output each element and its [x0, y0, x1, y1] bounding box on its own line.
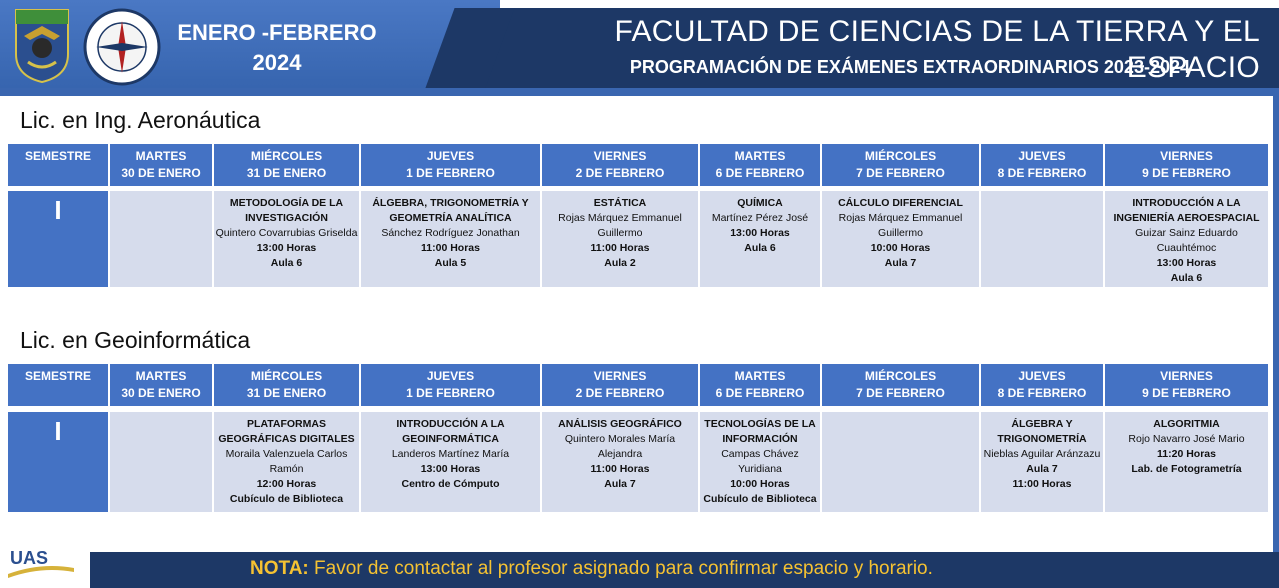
exam-cell	[822, 191, 979, 287]
semester-cell: I	[8, 412, 108, 512]
header-day: JUEVES	[426, 149, 475, 163]
exam-room: Lab. de Fotogrametría	[1131, 463, 1242, 475]
exam-cell	[700, 191, 820, 287]
header-cell	[361, 364, 540, 406]
header-cell	[542, 144, 698, 186]
exam-time: 10:00 Horas	[730, 478, 790, 490]
exam-professor: Rojas Márquez Emmanuel Guillermo	[838, 212, 963, 239]
header-cell	[1105, 364, 1268, 406]
exam-room: Aula 6	[744, 242, 776, 254]
exam-cell	[361, 412, 540, 512]
header-cell	[361, 144, 540, 186]
exam-time: 13:00 Horas	[730, 227, 790, 239]
header-day: MIÉRCOLES	[250, 369, 323, 383]
exam-subject: ALGORITMIA	[1153, 418, 1220, 430]
header-date: 30 DE ENERO	[121, 386, 201, 400]
exam-professor: Quintero Morales María Alejandra	[564, 433, 676, 460]
exam-time: 11:00 Horas	[590, 242, 650, 254]
exam-professor: Rojas Márquez Emmanuel Guillermo	[558, 212, 682, 239]
exam-room: Aula 6	[1170, 272, 1203, 284]
exam-time: 11:00 Horas	[421, 242, 480, 254]
exam-room: Aula 2	[604, 257, 636, 269]
header-date: 8 DE FEBRERO	[997, 386, 1087, 400]
exam-subject: CÁLCULO DIFERENCIAL	[838, 197, 963, 209]
exam-room: Aula 7	[604, 478, 636, 490]
header-date: 1 DE FEBRERO	[406, 166, 495, 180]
header-date: 6 DE FEBRERO	[715, 166, 805, 180]
header-cell	[110, 144, 212, 186]
exam-subject: METODOLOGÍA DE LA INVESTIGACIÓN	[229, 197, 344, 224]
header-day: MARTES	[734, 149, 786, 163]
header-cell	[8, 364, 108, 406]
header-cell	[110, 364, 212, 406]
exam-room: 11:00 Horas	[1012, 478, 1072, 490]
header-day: MARTES	[135, 369, 187, 383]
exam-period	[172, 18, 382, 78]
exam-cell	[981, 412, 1103, 512]
exam-professor: Rojo Navarro José Mario	[1128, 433, 1245, 445]
header-cell	[542, 364, 698, 406]
header-cell	[981, 144, 1103, 186]
exam-professor: Martínez Pérez José	[711, 212, 809, 224]
header-cell	[1105, 144, 1268, 186]
exam-time: 13:00 Horas	[1156, 257, 1217, 269]
faculty-emblem-logo	[10, 6, 74, 84]
schedule-subtitle: PROGRAMACIÓN DE EXÁMENES EXTRAORDINARIOS 2023-2024	[629, 57, 1190, 77]
exam-professor: Nieblas Aguilar Aránzazu	[983, 448, 1101, 460]
empty-cell	[981, 191, 1103, 287]
exam-time: 13:00 Horas	[420, 463, 481, 475]
header-strip	[0, 88, 1279, 96]
header-day: MIÉRCOLES	[250, 149, 323, 163]
exam-time: 12:00 Horas	[256, 478, 317, 490]
period-year: 2024	[252, 50, 302, 75]
section-title-aeronautica: Lic. en Ing. Aeronáutica	[20, 107, 261, 133]
exam-cell	[542, 191, 698, 287]
header-date: 7 DE FEBRERO	[856, 166, 945, 180]
header-date: 9 DE FEBRERO	[1142, 166, 1231, 180]
header-day: MARTES	[135, 149, 187, 163]
exam-cell	[1105, 191, 1268, 287]
exam-room: Cubículo de Biblioteca	[703, 493, 817, 505]
exam-cell	[361, 191, 540, 287]
header-day: MARTES	[734, 369, 786, 383]
right-edge-bar	[1273, 96, 1279, 552]
header-day: JUEVES	[1018, 149, 1066, 163]
note-label: NOTA:	[250, 558, 309, 579]
exam-cell	[700, 412, 820, 512]
exam-professor: Campas Chávez Yuridiana	[721, 448, 799, 475]
header-day: JUEVES	[426, 369, 475, 383]
empty-cell	[110, 191, 212, 287]
header-cell	[8, 144, 108, 186]
header-date: 6 DE FEBRERO	[715, 386, 805, 400]
header-date: 1 DE FEBRERO	[406, 386, 495, 400]
header-cell	[981, 364, 1103, 406]
header-date: 2 DE FEBRERO	[575, 386, 665, 400]
header-day: SEMESTRE	[24, 149, 91, 163]
exam-professor: Landeros Martínez María	[391, 448, 510, 460]
exam-table-geoinformatica	[8, 364, 1268, 512]
svg-text:UAS: UAS	[10, 548, 49, 568]
exam-cell	[214, 191, 359, 287]
header-date: 8 DE FEBRERO	[997, 166, 1087, 180]
faculty-title: FACULTAD DE CIENCIAS DE LA TIERRA Y EL ESPACIO	[614, 15, 1260, 84]
header-date: 2 DE FEBRERO	[575, 166, 665, 180]
exam-subject: QUÍMICA	[737, 197, 783, 209]
footer-note	[250, 558, 933, 580]
header-day: VIERNES	[593, 149, 647, 163]
exam-room: Aula 5	[434, 257, 467, 269]
exam-subject: ÁLGEBRA, TRIGONOMETRÍA Y GEOMETRÍA ANALÍTICA	[372, 197, 529, 224]
empty-cell	[822, 412, 979, 512]
exam-room: Cubículo de Biblioteca	[229, 493, 344, 505]
period-months: ENERO -FEBRERO	[177, 20, 377, 45]
exam-professor: Quintero Covarrubias Griselda	[215, 227, 358, 239]
exam-time: 11:20 Horas	[1157, 448, 1216, 460]
header-day: MIÉRCOLES	[864, 149, 937, 163]
exam-professor: Moraila Valenzuela Carlos Ramón	[225, 448, 348, 475]
header-cell	[214, 144, 359, 186]
header-day: MIÉRCOLES	[864, 369, 937, 383]
header-cell	[700, 364, 820, 406]
exam-room: Aula 6	[270, 257, 303, 269]
exam-subject: TECNOLOGÍAS DE LA INFORMACIÓN	[704, 418, 816, 445]
semester-cell: I	[8, 191, 108, 287]
compass-seal-logo	[80, 8, 164, 86]
note-text: Favor de contactar al profesor asignado para confirmar espacio y horario.	[308, 558, 933, 579]
header-cell	[822, 144, 979, 186]
exam-room: Centro de Cómputo	[401, 478, 500, 490]
header-date: 31 DE ENERO	[246, 386, 327, 400]
exam-professor: Guizar Sainz Eduardo Cuauhtémoc	[1135, 227, 1238, 254]
exam-cell	[1105, 412, 1268, 512]
section-title-geoinformatica: Lic. en Geoinformática	[20, 327, 251, 353]
header-cell	[700, 144, 820, 186]
header-cell	[822, 364, 979, 406]
exam-cell	[542, 412, 698, 512]
header-date: 9 DE FEBRERO	[1142, 386, 1231, 400]
exam-time: 11:00 Horas	[590, 463, 650, 475]
exam-cell	[214, 412, 359, 512]
header-day: VIERNES	[1160, 149, 1213, 163]
exam-subject: PLATAFORMAS GEOGRÁFICAS DIGITALES	[218, 418, 355, 445]
exam-time: 10:00 Horas	[870, 242, 931, 254]
header-day: VIERNES	[593, 369, 647, 383]
table-header-row	[8, 364, 1268, 406]
exam-subject: INTRODUCCIÓN A LA GEOINFORMÁTICA	[396, 418, 505, 445]
exam-time: 13:00 Horas	[256, 242, 317, 254]
exam-subject: INTRODUCCIÓN A LA INGENIERÍA AEROESPACIAL	[1113, 197, 1260, 224]
uas-logo	[6, 544, 76, 584]
header-day: JUEVES	[1018, 369, 1066, 383]
header-date: 30 DE ENERO	[121, 166, 201, 180]
header-date: 31 DE ENERO	[246, 166, 327, 180]
exam-subject: ANÁLISIS GEOGRÁFICO	[558, 418, 682, 430]
header-day: VIERNES	[1160, 369, 1213, 383]
exam-subject: ÁLGEBRA Y TRIGONOMETRÍA	[997, 418, 1087, 445]
exam-room: Aula 7	[884, 257, 917, 269]
header-cell	[214, 364, 359, 406]
exam-professor: Sánchez Rodríguez Jonathan	[381, 227, 520, 239]
exam-subject: ESTÁTICA	[593, 197, 647, 209]
exam-time: Aula 7	[1026, 463, 1058, 475]
empty-cell	[110, 412, 212, 512]
header-day: SEMESTRE	[24, 369, 91, 383]
exam-table-aeronautica	[8, 144, 1268, 288]
header-date: 7 DE FEBRERO	[856, 386, 945, 400]
table-row	[8, 412, 1268, 512]
table-row	[8, 191, 1268, 287]
table-header-row	[8, 144, 1268, 186]
